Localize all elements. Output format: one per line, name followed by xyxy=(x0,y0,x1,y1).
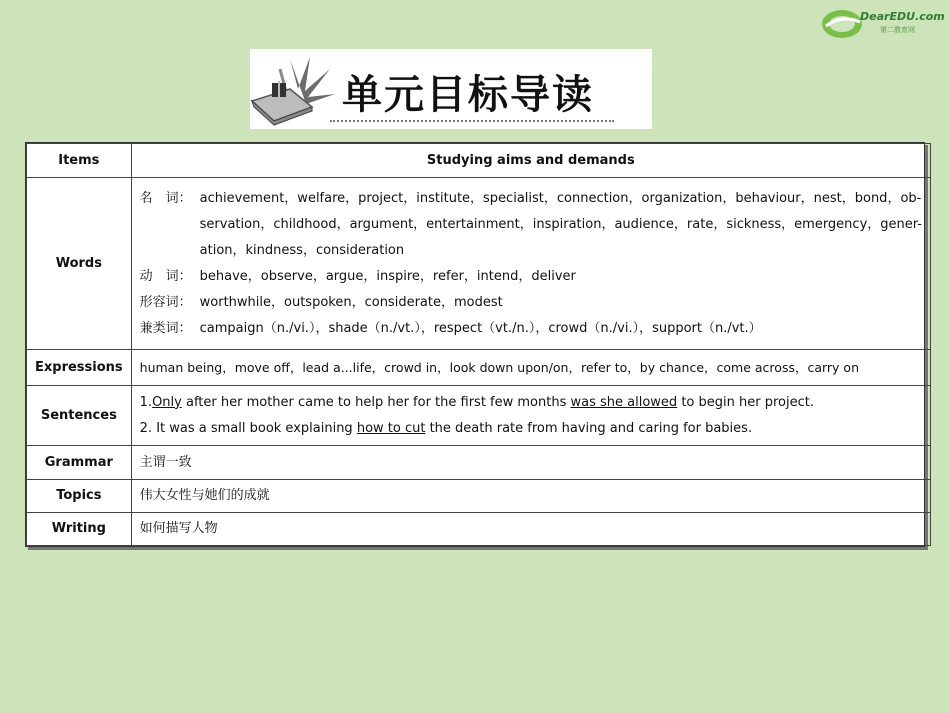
header-aims: Studying aims and demands xyxy=(131,144,930,178)
verb-text: behave，observe，argue，inspire，refer，intend，deliver xyxy=(199,268,576,284)
verb-label: 动 词： xyxy=(139,268,192,284)
topics-label: Topics xyxy=(27,479,132,512)
dearedu-logo xyxy=(820,4,948,44)
noun-line-3: ation，kindness，consideration xyxy=(199,242,405,258)
sentence-2-part-b: the death rate from having and caring for babies. xyxy=(425,420,753,436)
words-row xyxy=(27,178,931,350)
sentence-1-underline-only: Only xyxy=(152,394,182,410)
sentences-row xyxy=(27,386,931,446)
grammar-row xyxy=(27,446,931,479)
sentence-1-part-a: 1. xyxy=(139,394,153,410)
grammar-text: 主谓一致 xyxy=(131,446,930,479)
sentences-label: Sentences xyxy=(27,386,132,446)
logo-brand-text: DearEDU.com xyxy=(860,10,945,23)
sentence-1-part-b: after her mother came to help her for the first few months xyxy=(181,394,571,410)
banner-dotted-line xyxy=(330,120,614,122)
noun-line-2: servation，childhood，argument，entertainment，inspiration，audience，rate，sickness，emergency，gener- xyxy=(199,216,922,232)
noun-label: 名 词： xyxy=(139,190,192,206)
header-items: Items xyxy=(27,144,132,178)
expressions-row xyxy=(27,350,931,386)
writing-label: Writing xyxy=(27,512,132,545)
writing-text: 如何描写人物 xyxy=(131,512,930,545)
table-header-row xyxy=(27,144,931,178)
multi-label: 兼类词： xyxy=(139,320,192,336)
sentence-1 xyxy=(140,390,922,416)
book-bamboo-icon xyxy=(250,49,340,129)
unit-banner xyxy=(250,49,652,129)
expressions-label: Expressions xyxy=(27,350,132,386)
banner-title: 单元目标导读 xyxy=(342,72,594,118)
sentence-2-part-a: 2. It was a small book explaining xyxy=(139,420,357,436)
words-cell xyxy=(131,178,930,350)
adj-line xyxy=(140,290,922,316)
logo-sub-text: 第二教育网 xyxy=(880,26,915,34)
sentence-1-part-c: to begin her project. xyxy=(677,394,814,410)
noun-line-1 xyxy=(140,186,922,212)
grammar-label: Grammar xyxy=(27,446,132,479)
sentence-1-underline-allowed: was she allowed xyxy=(570,394,678,410)
expressions-text: human being，move off，lead a...life，crowd in，look down upon/on，refer to，by chance，come across，carry on xyxy=(131,350,930,386)
writing-row xyxy=(27,512,931,545)
verb-line xyxy=(140,264,922,290)
sentences-cell xyxy=(131,386,930,446)
sentence-2 xyxy=(140,416,922,442)
multi-line xyxy=(140,316,922,342)
adj-text: worthwhile，outspoken，considerate，modest xyxy=(199,294,503,310)
sentence-2-underline: how to cut xyxy=(356,420,426,436)
topics-text: 伟大女性与她们的成就 xyxy=(131,479,930,512)
unit-goals-table xyxy=(25,142,925,547)
multi-text: campaign（n./vi.），shade（n./vt.），respect（vt./n.），crowd（n./vi.），support（n./vt.） xyxy=(199,320,762,336)
adj-label: 形容词： xyxy=(139,294,192,310)
words-label: Words xyxy=(27,178,132,350)
noun-text-1: achievement，welfare，project，institute，specialist，connection，organization，behaviour，nest，bond，ob- xyxy=(199,190,922,206)
topics-row xyxy=(27,479,931,512)
